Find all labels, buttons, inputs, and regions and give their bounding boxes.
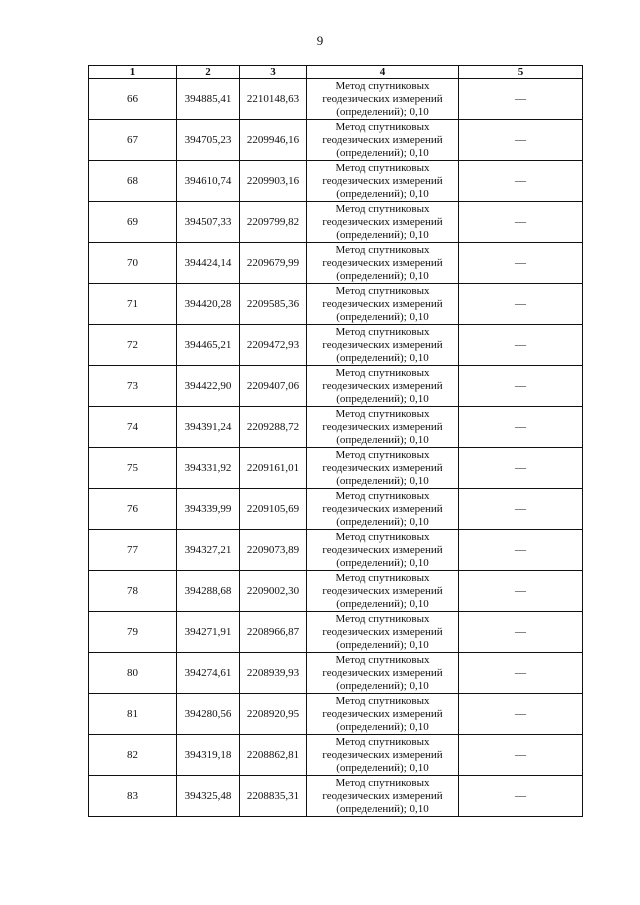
x-coordinate-cell: 394465,21	[177, 325, 240, 366]
method-cell	[307, 776, 459, 817]
dash-cell	[459, 653, 583, 694]
method-cell	[307, 653, 459, 694]
y-coordinate-cell: 2209105,69	[240, 489, 307, 530]
x-coordinate-cell: 394327,21	[177, 530, 240, 571]
method-cell	[307, 448, 459, 489]
table-row	[89, 489, 583, 530]
method-text-line: геодезических измерений	[322, 338, 443, 351]
method-text-line: (определений); 0,10	[336, 392, 429, 405]
method-text-line: (определений); 0,10	[336, 679, 429, 692]
method-text-line: (определений); 0,10	[336, 638, 429, 651]
table-body	[89, 79, 583, 817]
y-coordinate-cell: 2208966,87	[240, 612, 307, 653]
x-coordinate-cell: 394885,41	[177, 79, 240, 120]
point-number-cell: 73	[89, 366, 177, 407]
dash-cell	[459, 530, 583, 571]
point-number-cell: 68	[89, 161, 177, 202]
column-header: 4	[307, 66, 459, 79]
method-text-line: геодезических измерений	[322, 297, 443, 310]
method-text-line: Метод спутниковых	[335, 243, 430, 256]
dash-cell	[459, 694, 583, 735]
dash-cell	[459, 612, 583, 653]
method-cell	[307, 366, 459, 407]
method-text-line: Метод спутниковых	[335, 530, 430, 543]
method-cell	[307, 243, 459, 284]
point-number-cell: 79	[89, 612, 177, 653]
method-cell	[307, 735, 459, 776]
point-number-cell: 72	[89, 325, 177, 366]
method-text-line: геодезических измерений	[322, 789, 443, 802]
dash-cell	[459, 325, 583, 366]
point-number-cell: 75	[89, 448, 177, 489]
column-header: 5	[459, 66, 583, 79]
dash-cell	[459, 120, 583, 161]
point-number-cell: 66	[89, 79, 177, 120]
method-text-line: геодезических измерений	[322, 461, 443, 474]
x-coordinate-cell: 394507,33	[177, 202, 240, 243]
y-coordinate-cell: 2209407,06	[240, 366, 307, 407]
x-coordinate-cell: 394280,56	[177, 694, 240, 735]
dash-mark: —	[515, 93, 526, 105]
method-text-line: Метод спутниковых	[335, 325, 430, 338]
table-row	[89, 79, 583, 120]
dash-mark: —	[515, 790, 526, 802]
method-text-line: геодезических измерений	[322, 379, 443, 392]
dash-mark: —	[515, 216, 526, 228]
method-text-line: (определений); 0,10	[336, 187, 429, 200]
dash-mark: —	[515, 175, 526, 187]
y-coordinate-cell: 2210148,63	[240, 79, 307, 120]
column-header: 2	[177, 66, 240, 79]
column-header: 1	[89, 66, 177, 79]
dash-mark: —	[515, 749, 526, 761]
method-text-line: Метод спутниковых	[335, 694, 430, 707]
y-coordinate-cell: 2208920,95	[240, 694, 307, 735]
table-row	[89, 735, 583, 776]
dash-cell	[459, 489, 583, 530]
column-header: 3	[240, 66, 307, 79]
dash-mark: —	[515, 421, 526, 433]
y-coordinate-cell: 2208835,31	[240, 776, 307, 817]
x-coordinate-cell: 394391,24	[177, 407, 240, 448]
method-cell	[307, 571, 459, 612]
table-row	[89, 530, 583, 571]
method-text-line: геодезических измерений	[322, 420, 443, 433]
method-text-line: Метод спутниковых	[335, 366, 430, 379]
dash-mark: —	[515, 339, 526, 351]
method-cell	[307, 202, 459, 243]
table-row	[89, 571, 583, 612]
method-text-line: геодезических измерений	[322, 256, 443, 269]
method-text-line: (определений); 0,10	[336, 146, 429, 159]
method-text-line: (определений); 0,10	[336, 228, 429, 241]
dash-cell	[459, 735, 583, 776]
x-coordinate-cell: 394339,99	[177, 489, 240, 530]
y-coordinate-cell: 2209161,01	[240, 448, 307, 489]
dash-mark: —	[515, 667, 526, 679]
method-text-line: (определений); 0,10	[336, 597, 429, 610]
method-text-line: геодезических измерений	[322, 502, 443, 515]
method-text-line: (определений); 0,10	[336, 515, 429, 528]
method-cell	[307, 489, 459, 530]
method-cell	[307, 694, 459, 735]
x-coordinate-cell: 394610,74	[177, 161, 240, 202]
dash-mark: —	[515, 708, 526, 720]
dash-cell	[459, 284, 583, 325]
table-row	[89, 366, 583, 407]
page-number: 9	[316, 33, 324, 48]
table-header-row	[89, 66, 583, 79]
method-cell	[307, 161, 459, 202]
dash-mark: —	[515, 544, 526, 556]
x-coordinate-cell: 394271,91	[177, 612, 240, 653]
y-coordinate-cell: 2208939,93	[240, 653, 307, 694]
x-coordinate-cell: 394331,92	[177, 448, 240, 489]
point-number-cell: 80	[89, 653, 177, 694]
dash-cell	[459, 243, 583, 284]
method-text-line: Метод спутниковых	[335, 161, 430, 174]
dash-cell	[459, 161, 583, 202]
method-text-line: Метод спутниковых	[335, 284, 430, 297]
method-text-line: Метод спутниковых	[335, 571, 430, 584]
method-text-line: (определений); 0,10	[336, 105, 429, 118]
method-text-line: (определений); 0,10	[336, 310, 429, 323]
table-row	[89, 694, 583, 735]
x-coordinate-cell: 394420,28	[177, 284, 240, 325]
dash-mark: —	[515, 503, 526, 515]
y-coordinate-cell: 2209585,36	[240, 284, 307, 325]
y-coordinate-cell: 2209472,93	[240, 325, 307, 366]
y-coordinate-cell: 2208862,81	[240, 735, 307, 776]
method-text-line: геодезических измерений	[322, 133, 443, 146]
method-cell	[307, 612, 459, 653]
method-cell	[307, 120, 459, 161]
dash-mark: —	[515, 626, 526, 638]
coordinates-table	[88, 65, 583, 817]
dash-cell	[459, 776, 583, 817]
method-text-line: Метод спутниковых	[335, 202, 430, 215]
method-text-line: геодезических измерений	[322, 584, 443, 597]
dash-mark: —	[515, 380, 526, 392]
x-coordinate-cell: 394422,90	[177, 366, 240, 407]
method-text-line: (определений); 0,10	[336, 433, 429, 446]
method-text-line: геодезических измерений	[322, 707, 443, 720]
dash-mark: —	[515, 257, 526, 269]
method-text-line: (определений); 0,10	[336, 761, 429, 774]
method-text-line: Метод спутниковых	[335, 776, 430, 789]
method-cell	[307, 79, 459, 120]
table-row	[89, 776, 583, 817]
table-row	[89, 407, 583, 448]
dash-mark: —	[515, 298, 526, 310]
method-text-line: Метод спутниковых	[335, 448, 430, 461]
method-cell	[307, 407, 459, 448]
point-number-cell: 81	[89, 694, 177, 735]
point-number-cell: 74	[89, 407, 177, 448]
table-row	[89, 448, 583, 489]
method-cell	[307, 284, 459, 325]
method-text-line: (определений); 0,10	[336, 351, 429, 364]
y-coordinate-cell: 2209946,16	[240, 120, 307, 161]
y-coordinate-cell: 2209288,72	[240, 407, 307, 448]
method-text-line: (определений); 0,10	[336, 802, 429, 815]
method-text-line: Метод спутниковых	[335, 653, 430, 666]
table-row	[89, 243, 583, 284]
y-coordinate-cell: 2209073,89	[240, 530, 307, 571]
method-text-line: геодезических измерений	[322, 543, 443, 556]
x-coordinate-cell: 394705,23	[177, 120, 240, 161]
table-row	[89, 325, 583, 366]
x-coordinate-cell: 394325,48	[177, 776, 240, 817]
dash-cell	[459, 79, 583, 120]
method-text-line: Метод спутниковых	[335, 735, 430, 748]
method-text-line: геодезических измерений	[322, 174, 443, 187]
dash-cell	[459, 448, 583, 489]
point-number-cell: 67	[89, 120, 177, 161]
y-coordinate-cell: 2209903,16	[240, 161, 307, 202]
method-text-line: геодезических измерений	[322, 666, 443, 679]
method-text-line: Метод спутниковых	[335, 407, 430, 420]
y-coordinate-cell: 2209002,30	[240, 571, 307, 612]
dash-cell	[459, 571, 583, 612]
table-row	[89, 653, 583, 694]
point-number-cell: 77	[89, 530, 177, 571]
method-text-line: Метод спутниковых	[335, 612, 430, 625]
method-cell	[307, 530, 459, 571]
method-text-line: геодезических измерений	[322, 748, 443, 761]
method-text-line: геодезических измерений	[322, 625, 443, 638]
dash-mark: —	[515, 134, 526, 146]
dash-cell	[459, 366, 583, 407]
method-text-line: Метод спутниковых	[335, 79, 430, 92]
table-row	[89, 161, 583, 202]
table-row	[89, 284, 583, 325]
method-text-line: Метод спутниковых	[335, 120, 430, 133]
method-text-line: геодезических измерений	[322, 92, 443, 105]
y-coordinate-cell: 2209799,82	[240, 202, 307, 243]
method-text-line: (определений); 0,10	[336, 474, 429, 487]
method-text-line: Метод спутниковых	[335, 489, 430, 502]
point-number-cell: 70	[89, 243, 177, 284]
y-coordinate-cell: 2209679,99	[240, 243, 307, 284]
x-coordinate-cell: 394424,14	[177, 243, 240, 284]
table-row	[89, 612, 583, 653]
point-number-cell: 82	[89, 735, 177, 776]
table-row	[89, 120, 583, 161]
point-number-cell: 76	[89, 489, 177, 530]
point-number-cell: 78	[89, 571, 177, 612]
point-number-cell: 71	[89, 284, 177, 325]
dash-mark: —	[515, 462, 526, 474]
method-text-line: (определений); 0,10	[336, 269, 429, 282]
method-cell	[307, 325, 459, 366]
dash-cell	[459, 202, 583, 243]
x-coordinate-cell: 394288,68	[177, 571, 240, 612]
dash-mark: —	[515, 585, 526, 597]
x-coordinate-cell: 394319,18	[177, 735, 240, 776]
method-text-line: геодезических измерений	[322, 215, 443, 228]
x-coordinate-cell: 394274,61	[177, 653, 240, 694]
table-row	[89, 202, 583, 243]
dash-cell	[459, 407, 583, 448]
point-number-cell: 69	[89, 202, 177, 243]
point-number-cell: 83	[89, 776, 177, 817]
method-text-line: (определений); 0,10	[336, 720, 429, 733]
method-text-line: (определений); 0,10	[336, 556, 429, 569]
